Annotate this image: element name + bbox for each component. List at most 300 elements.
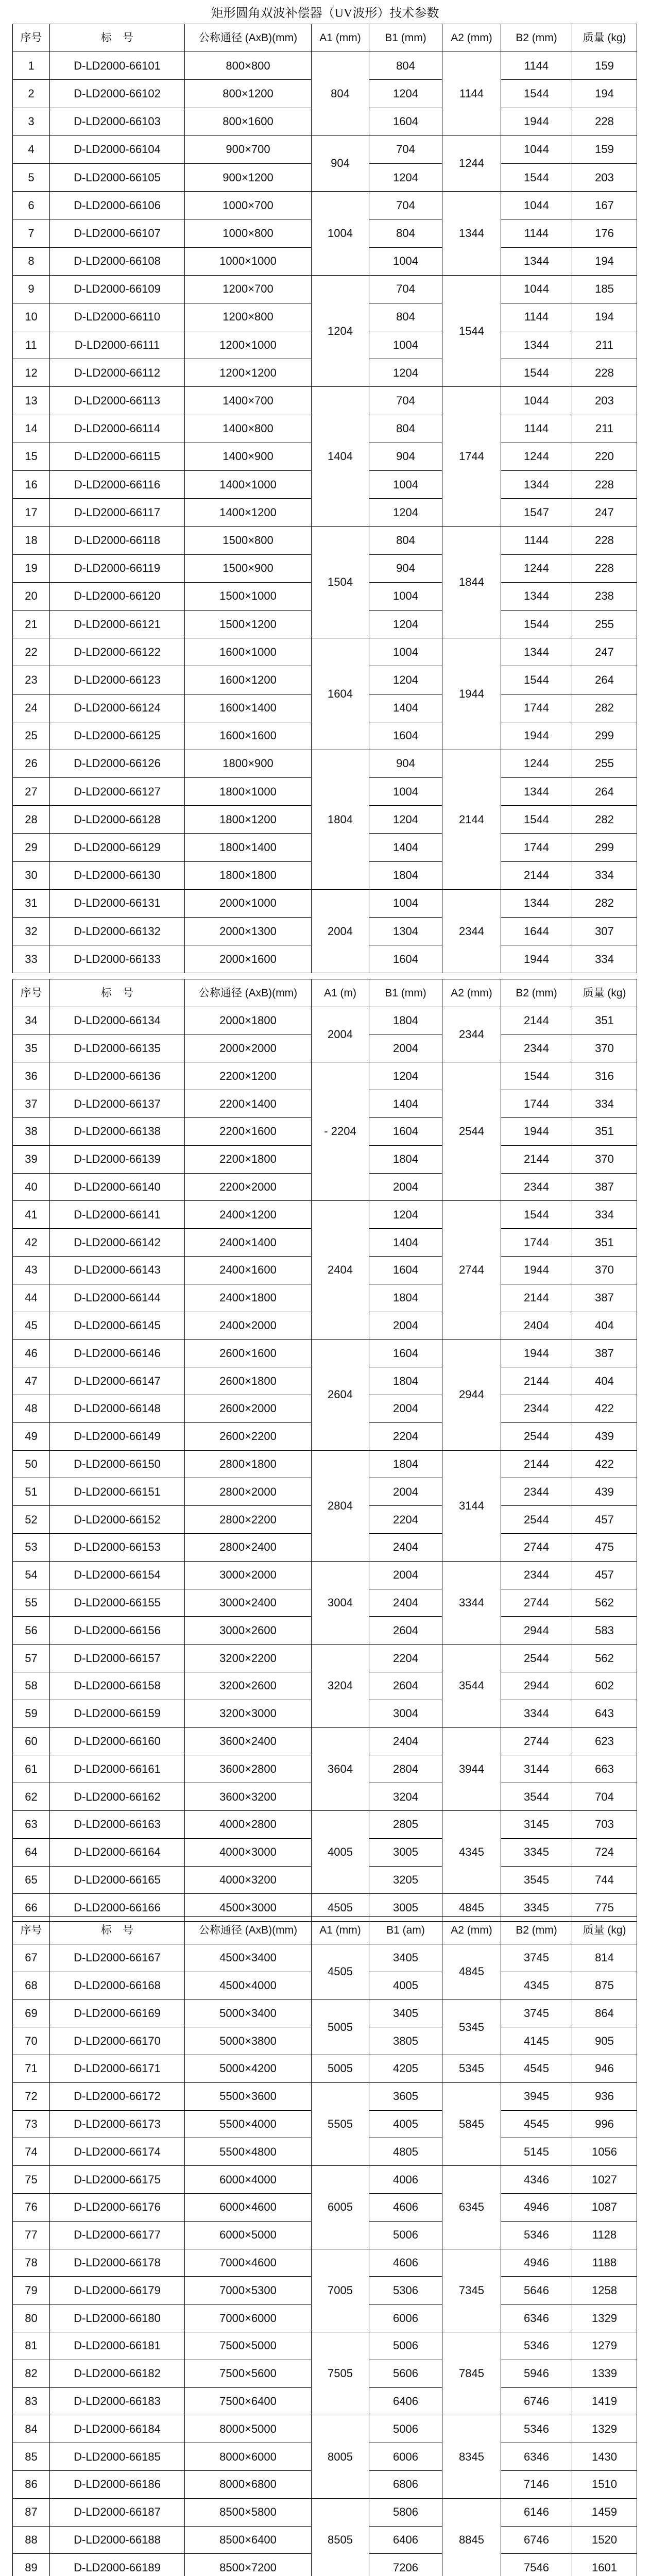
cell-size: 900×1200 [185,163,312,191]
cell-code: D-LD2000-66155 [50,1589,185,1617]
cell-b2: 7146 [501,2470,572,2498]
cell-code: D-LD2000-66130 [50,861,185,889]
cell-b1: 1004 [369,889,442,917]
cell-mass: 623 [572,1727,637,1755]
cell-code: D-LD2000-66186 [50,2470,185,2498]
cell-b1: 1804 [369,1284,442,1312]
cell-code: D-LD2000-66135 [50,1035,185,1062]
cell-b1: 2004 [369,1173,442,1201]
cell-no: 1 [13,52,50,80]
table-row [13,2082,637,2110]
cell-size: 3200×2200 [185,1645,312,1672]
cell-code: D-LD2000-66115 [50,443,185,470]
header-b2: B2 (mm) [501,24,572,52]
spec-table-1 [12,24,637,973]
cell-a1: 7505 [312,2332,369,2415]
cell-a2: 6345 [442,2166,501,2249]
spec-table-3 [12,1916,637,2576]
cell-size: 3600×3200 [185,1783,312,1811]
cell-b1: 1404 [369,834,442,861]
cell-code: D-LD2000-66132 [50,918,185,945]
table-row [13,527,637,554]
cell-b2: 2144 [501,861,572,889]
cell-mass: 1027 [572,2166,637,2194]
cell-mass: 351 [572,1007,637,1035]
header-mass: 质量 (kg) [572,24,637,52]
cell-b2: 2144 [501,1367,572,1395]
cell-b2: 2344 [501,1173,572,1201]
cell-b2: 1944 [501,722,572,750]
cell-no: 5 [13,163,50,191]
cell-no: 20 [13,582,50,610]
cell-b1: 1604 [369,1117,442,1145]
cell-size: 5500×4800 [185,2138,312,2166]
cell-size: 2000×1000 [185,889,312,917]
cell-b2: 6346 [501,2304,572,2332]
cell-mass: 864 [572,1999,637,2027]
cell-b1: 2004 [369,1312,442,1340]
cell-b1: 4006 [369,2166,442,2194]
cell-b2: 2544 [501,1422,572,1450]
cell-size: 1200×800 [185,303,312,331]
cell-mass: 1056 [572,2138,637,2166]
cell-b2: 2544 [501,1506,572,1534]
header-mass: 质量 (kg) [572,1917,637,1944]
cell-b1: 1004 [369,471,442,499]
cell-b2: 4346 [501,2166,572,2194]
cell-code: D-LD2000-66143 [50,1256,185,1284]
cell-a1: 7005 [312,2249,369,2332]
cell-code: D-LD2000-66137 [50,1090,185,1118]
cell-mass: 562 [572,1645,637,1672]
cell-no: 36 [13,1062,50,1090]
cell-b2: 5145 [501,2138,572,2166]
header-size: 公称通径 (AxB)(mm) [185,979,312,1007]
cell-mass: 404 [572,1312,637,1340]
cell-a1: 4505 [312,1894,369,1922]
cell-no: 44 [13,1284,50,1312]
cell-code: D-LD2000-66117 [50,499,185,527]
cell-mass: 905 [572,2027,637,2055]
cell-a1: 2004 [312,1007,369,1062]
cell-b2: 4946 [501,2249,572,2277]
cell-b1: 2004 [369,1478,442,1506]
cell-mass: 1279 [572,2332,637,2360]
cell-b2: 5946 [501,2360,572,2387]
cell-no: 83 [13,2387,50,2415]
cell-mass: 475 [572,1533,637,1561]
cell-no: 10 [13,303,50,331]
table-row [13,638,637,666]
cell-size: 8500×6400 [185,2526,312,2554]
cell-b2: 1344 [501,582,572,610]
cell-size: 1000×700 [185,192,312,219]
cell-a2: 3344 [442,1561,501,1644]
cell-b2: 2744 [501,1727,572,1755]
cell-size: 4500×4000 [185,1972,312,1999]
cell-b2: 1144 [501,303,572,331]
table-row [13,1561,637,1589]
cell-a2: 2144 [442,750,501,889]
cell-b2: 1744 [501,694,572,722]
cell-size: 2800×2200 [185,1506,312,1534]
cell-size: 1600×1000 [185,638,312,666]
cell-no: 88 [13,2526,50,2554]
cell-b1: 2004 [369,1395,442,1422]
cell-b2: 1344 [501,247,572,275]
cell-mass: 1601 [572,2554,637,2576]
cell-b1: 3405 [369,1944,442,1972]
cell-size: 1500×1200 [185,610,312,638]
cell-no: 33 [13,945,50,973]
cell-b2: 2144 [501,1007,572,1035]
cell-size: 2400×2000 [185,1312,312,1340]
cell-b1: 2604 [369,1672,442,1700]
table-row [13,2498,637,2526]
cell-a2: 1944 [442,638,501,750]
cell-code: D-LD2000-66147 [50,1367,185,1395]
cell-size: 2600×1800 [185,1367,312,1395]
cell-no: 24 [13,694,50,722]
cell-size: 8000×5000 [185,2415,312,2443]
table-header-row [13,979,637,1007]
cell-size: 1500×800 [185,527,312,554]
cell-b1: 1404 [369,694,442,722]
table-row [13,2332,637,2360]
cell-b1: 5006 [369,2221,442,2249]
cell-b2: 3344 [501,1700,572,1727]
cell-no: 74 [13,2138,50,2166]
cell-mass: 1339 [572,2360,637,2387]
cell-no: 58 [13,1672,50,1700]
cell-a2: 2344 [442,889,501,973]
cell-b1: 1204 [369,610,442,638]
cell-a2: 7345 [442,2249,501,2332]
cell-b1: 7206 [369,2554,442,2576]
cell-b1: 3005 [369,1894,442,1922]
cell-no: 54 [13,1561,50,1589]
cell-no: 7 [13,219,50,247]
page-title: 矩形圆角双波补偿器（UV波形）技术参数 [211,7,439,20]
cell-mass: 1329 [572,2415,637,2443]
cell-b1: 1604 [369,945,442,973]
cell-b1: 6406 [369,2526,442,2554]
cell-b2: 5346 [501,2221,572,2249]
cell-no: 18 [13,527,50,554]
header-a2: A2 (mm) [442,1917,501,1944]
cell-a1: 2004 [312,889,369,973]
cell-code: D-LD2000-66184 [50,2415,185,2443]
table-row [13,192,637,219]
cell-size: 1000×1000 [185,247,312,275]
cell-b1: 1804 [369,1367,442,1395]
header-size: 公称通径 (AxB)(mm) [185,1917,312,1944]
cell-no: 78 [13,2249,50,2277]
cell-b2: 3545 [501,1866,572,1894]
cell-no: 76 [13,2193,50,2221]
cell-b2: 2544 [501,1645,572,1672]
cell-no: 16 [13,471,50,499]
cell-no: 27 [13,778,50,806]
table-row [13,2415,637,2443]
cell-b1: 2204 [369,1506,442,1534]
cell-b1: 1404 [369,1229,442,1257]
cell-b2: 4946 [501,2193,572,2221]
cell-no: 89 [13,2554,50,2576]
cell-size: 1600×1200 [185,666,312,694]
cell-b2: 1244 [501,554,572,582]
cell-a2: 2344 [442,1007,501,1062]
cell-b2: 1744 [501,1229,572,1257]
cell-mass: 457 [572,1506,637,1534]
cell-b1: 3204 [369,1783,442,1811]
cell-a1: 1004 [312,192,369,276]
cell-mass: 370 [572,1035,637,1062]
cell-size: 4000×3200 [185,1866,312,1894]
cell-a2: 2744 [442,1201,501,1340]
cell-code: D-LD2000-66159 [50,1700,185,1727]
cell-no: 66 [13,1894,50,1922]
table-row [13,1999,637,2027]
cell-size: 7500×5000 [185,2332,312,2360]
cell-b1: 1604 [369,108,442,135]
cell-b1: 1204 [369,1062,442,1090]
cell-mass: 583 [572,1617,637,1645]
cell-b1: 1604 [369,1256,442,1284]
cell-mass: 299 [572,722,637,750]
cell-no: 69 [13,1999,50,2027]
cell-code: D-LD2000-66166 [50,1894,185,1922]
cell-no: 59 [13,1700,50,1727]
cell-b2: 1144 [501,219,572,247]
cell-b1: 4805 [369,2138,442,2166]
cell-code: D-LD2000-66148 [50,1395,185,1422]
cell-mass: 1520 [572,2526,637,2554]
cell-mass: 334 [572,1201,637,1229]
cell-size: 8500×7200 [185,2554,312,2576]
cell-b1: 1204 [369,806,442,834]
cell-code: D-LD2000-66136 [50,1062,185,1090]
cell-mass: 1329 [572,2304,637,2332]
header-no: 序号 [13,979,50,1007]
cell-size: 3200×3000 [185,1700,312,1727]
cell-no: 37 [13,1090,50,1118]
header-mass: 质量 (kg) [572,979,637,1007]
cell-no: 50 [13,1450,50,1478]
cell-mass: 334 [572,1090,637,1118]
cell-no: 35 [13,1035,50,1062]
cell-b2: 3144 [501,1755,572,1783]
cell-a1: 2404 [312,1201,369,1340]
cell-no: 4 [13,135,50,163]
cell-no: 32 [13,918,50,945]
cell-b1: 1004 [369,582,442,610]
table-header-row [13,24,637,52]
cell-mass: 602 [572,1672,637,1700]
cell-mass: 663 [572,1755,637,1783]
cell-mass: 457 [572,1561,637,1589]
cell-b2: 6146 [501,2498,572,2526]
cell-b2: 2344 [501,1478,572,1506]
cell-b1: 1804 [369,1450,442,1478]
cell-size: 6000×5000 [185,2221,312,2249]
cell-b2: 1244 [501,443,572,470]
cell-a1: 4505 [312,1944,369,1999]
cell-code: D-LD2000-66181 [50,2332,185,2360]
cell-size: 3600×2800 [185,1755,312,1783]
cell-size: 3000×2600 [185,1617,312,1645]
cell-b2: 6346 [501,2443,572,2471]
cell-code: D-LD2000-66131 [50,889,185,917]
cell-no: 42 [13,1229,50,1257]
cell-a1: 8505 [312,2498,369,2576]
cell-code: D-LD2000-66134 [50,1007,185,1035]
cell-mass: 194 [572,247,637,275]
cell-b2: 2144 [501,1450,572,1478]
cell-a2: 5345 [442,2055,501,2082]
header-b2: B2 (mm) [501,1917,572,1944]
cell-no: 26 [13,750,50,777]
cell-a1: 8005 [312,2415,369,2498]
header-code: 标 号 [50,1917,185,1944]
cell-b1: 804 [369,303,442,331]
cell-size: 1800×900 [185,750,312,777]
cell-no: 6 [13,192,50,219]
cell-mass: 316 [572,1062,637,1090]
cell-a1: 904 [312,135,369,191]
header-b1: B1 (mm) [369,979,442,1007]
cell-code: D-LD2000-66151 [50,1478,185,1506]
cell-mass: 704 [572,1783,637,1811]
cell-a2: 1344 [442,192,501,276]
cell-b1: 1204 [369,666,442,694]
cell-mass: 351 [572,1229,637,1257]
cell-no: 86 [13,2470,50,2498]
cell-no: 82 [13,2360,50,2387]
cell-mass: 946 [572,2055,637,2082]
cell-mass: 282 [572,889,637,917]
cell-code: D-LD2000-66154 [50,1561,185,1589]
cell-b1: 6406 [369,2387,442,2415]
cell-b1: 1804 [369,861,442,889]
cell-size: 2000×1600 [185,945,312,973]
cell-a2: 1844 [442,527,501,638]
cell-b2: 1344 [501,889,572,917]
table-header-row [13,1917,637,1944]
cell-code: D-LD2000-66119 [50,554,185,582]
cell-b2: 1544 [501,80,572,108]
cell-mass: 228 [572,108,637,135]
cell-a1: 2804 [312,1450,369,1561]
cell-size: 7000×6000 [185,2304,312,2332]
cell-no: 9 [13,275,50,303]
cell-no: 28 [13,806,50,834]
cell-code: D-LD2000-66175 [50,2166,185,2194]
cell-a2: 2944 [442,1340,501,1450]
cell-b1: 4005 [369,2110,442,2138]
cell-no: 46 [13,1340,50,1367]
cell-b1: 6006 [369,2443,442,2471]
cell-a2: 4845 [442,1894,501,1922]
cell-b1: 5306 [369,2277,442,2304]
cell-code: D-LD2000-66118 [50,527,185,554]
cell-no: 79 [13,2277,50,2304]
cell-a2: 2544 [442,1062,501,1201]
cell-no: 51 [13,1478,50,1506]
cell-mass: 167 [572,192,637,219]
cell-size: 6000×4000 [185,2166,312,2194]
cell-b1: 1204 [369,1201,442,1229]
cell-a1: 5005 [312,2055,369,2082]
cell-mass: 775 [572,1894,637,1922]
cell-b1: 3405 [369,1999,442,2027]
cell-code: D-LD2000-66169 [50,1999,185,2027]
cell-b2: 1344 [501,778,572,806]
cell-mass: 247 [572,638,637,666]
cell-mass: 370 [572,1256,637,1284]
cell-code: D-LD2000-66108 [50,247,185,275]
table-row [13,1007,637,1035]
table-row [13,135,637,163]
cell-b1: 6806 [369,2470,442,2498]
cell-b1: 5806 [369,2498,442,2526]
cell-b1: 3205 [369,1866,442,1894]
cell-no: 75 [13,2166,50,2194]
cell-size: 1200×1000 [185,331,312,359]
table-row [13,275,637,303]
cell-size: 8000×6000 [185,2443,312,2471]
cell-b2: 5346 [501,2332,572,2360]
cell-b2: 1544 [501,1201,572,1229]
cell-a1: 5005 [312,1999,369,2055]
cell-size: 1600×1400 [185,694,312,722]
cell-b1: 1404 [369,1090,442,1118]
header-a1: A1 (mm) [312,1917,369,1944]
cell-mass: 370 [572,1145,637,1173]
cell-b1: 5606 [369,2360,442,2387]
cell-size: 8500×5800 [185,2498,312,2526]
header-no: 序号 [13,1917,50,1944]
cell-mass: 264 [572,778,637,806]
cell-code: D-LD2000-66160 [50,1727,185,1755]
cell-mass: 211 [572,415,637,443]
header-code: 标 号 [50,24,185,52]
cell-b1: 704 [369,275,442,303]
cell-code: D-LD2000-66133 [50,945,185,973]
cell-size: 4500×3400 [185,1944,312,1972]
cell-b1: 904 [369,750,442,777]
cell-size: 6000×4600 [185,2193,312,2221]
cell-b2: 2744 [501,1589,572,1617]
cell-code: D-LD2000-66182 [50,2360,185,2387]
cell-b1: 2004 [369,1035,442,1062]
cell-mass: 387 [572,1173,637,1201]
cell-b2: 5346 [501,2415,572,2443]
cell-code: D-LD2000-66123 [50,666,185,694]
cell-no: 60 [13,1727,50,1755]
cell-code: D-LD2000-66113 [50,387,185,415]
cell-b1: 1004 [369,331,442,359]
cell-mass: 228 [572,471,637,499]
header-b1: B1 (mm) [369,24,442,52]
cell-size: 800×1600 [185,108,312,135]
cell-b2: 1044 [501,387,572,415]
cell-code: D-LD2000-66109 [50,275,185,303]
cell-no: 77 [13,2221,50,2249]
cell-b2: 1944 [501,1340,572,1367]
cell-mass: 228 [572,359,637,387]
cell-b2: 1944 [501,1117,572,1145]
